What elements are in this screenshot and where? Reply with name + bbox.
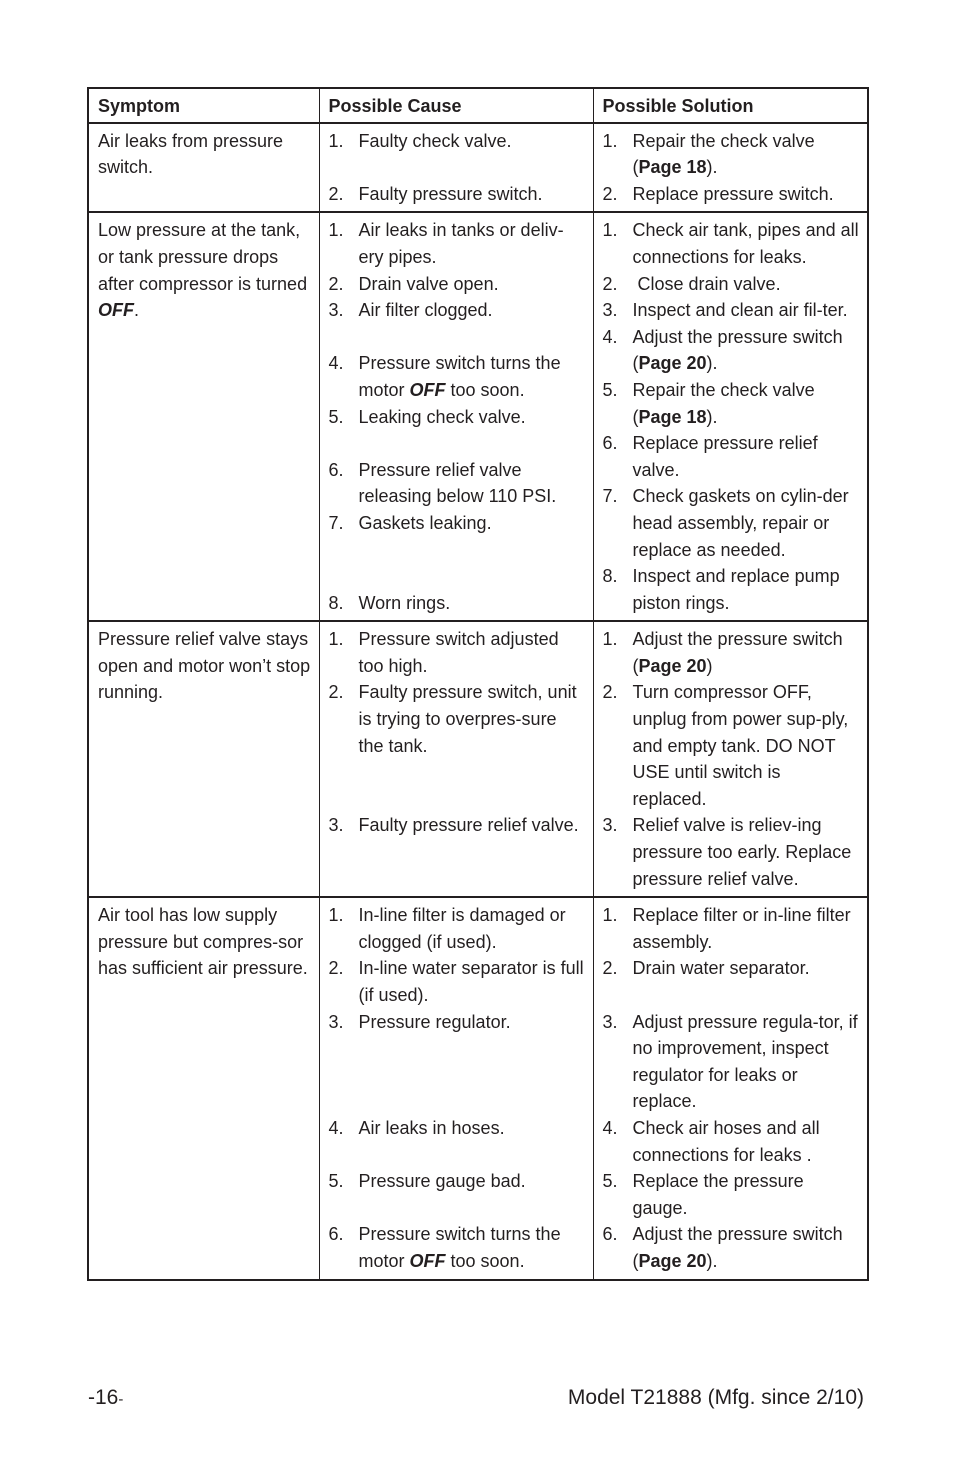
symptom-text: Air tool has low supply pressure but compres-sor has sufficient air pressure. [98,905,308,979]
item-number: 7. [602,486,618,507]
item-text: Pressure switch turns the motor OFF too soon. [358,1224,561,1271]
list-item [603,128,860,181]
troubleshooting-table-container [87,87,867,1281]
item-number: 2. [602,958,618,979]
list-item [329,404,585,431]
item-text: Adjust pressure regula-tor, if no improvement, inspect regulator for leaks or replace. [632,1011,858,1112]
item-text: Replace the pressure gauge. [632,1171,804,1218]
item-text: Pressure regulator. [358,1011,511,1032]
list-item [329,457,585,510]
item-number: 1. [602,220,618,241]
item-number: 4. [328,1117,344,1138]
item-number: 2. [328,273,344,294]
header-possible-solution: Possible Solution [593,88,868,123]
item-text: Relief valve is reliev-ing pressure too early. Replace pressure relief valve. [632,815,852,889]
item-text: Drain water separator. [632,958,810,979]
item-text: Faulty pressure switch. [358,183,543,204]
item-number: 3. [328,815,344,836]
item-number: 2. [328,958,344,979]
item-text: Repair the check valve (Page 18). [632,379,815,427]
symptom-text: Pressure relief valve stays open and motor won’t stop running. [98,629,311,703]
solution-cell [593,621,868,897]
solution-cell [593,123,868,213]
item-number: 1. [602,629,618,650]
item-text: Inspect and clean air fil-ter. [632,300,848,321]
cause-cell [319,897,593,1279]
item-number: 3. [328,300,344,321]
list-item [329,955,585,1008]
symptom-cell [88,123,319,213]
item-text: Pressure gauge bad. [358,1171,526,1192]
list-item [329,590,585,617]
item-number: 5. [602,1171,618,1192]
item-number: 4. [602,326,618,347]
list-item [329,181,585,208]
item-number: 2. [602,682,618,703]
list-item [329,1009,585,1036]
item-number: 1. [602,130,618,151]
list-item [603,377,860,430]
list-item [329,350,585,403]
list-item [603,181,860,208]
list-item [329,626,585,679]
list-item [603,483,860,563]
item-text: Adjust the pressure switch (Page 20). [632,1224,843,1271]
item-number: 1. [328,220,344,241]
list-item [603,324,860,377]
list-item [329,297,585,324]
item-number: 3. [602,1011,618,1032]
item-number: 6. [602,1224,618,1245]
list-item [603,679,860,812]
item-text: Close drain valve. [632,273,781,294]
item-number: 2. [602,273,618,294]
item-number: 4. [328,353,344,374]
item-text: Adjust the pressure switch (Page 20) [632,629,843,676]
list-item [329,1168,585,1195]
item-text: Adjust the pressure switch (Page 20). [632,326,843,374]
list-item [329,217,585,270]
list-item [329,128,585,155]
item-number: 1. [602,905,618,926]
item-text: Replace filter or in-line filter assembly. [632,905,851,952]
item-number: 2. [328,183,344,204]
item-text: Gaskets leaking. [358,512,492,533]
item-text: Check gaskets on cylin-der head assembly, repair or replace as needed. [632,486,849,560]
item-number: 1. [328,130,344,151]
item-text: Inspect and replace pump piston rings. [632,566,840,613]
table-row [88,621,868,897]
item-number: 4. [602,1117,618,1138]
item-text: Air leaks in hoses. [358,1117,505,1138]
troubleshooting-table [87,87,869,1281]
symptom-cell [88,897,319,1279]
model-label: Model T21888 (Mfg. since 2/10) [567,1386,864,1409]
item-number: 5. [328,1171,344,1192]
item-text: Pressure switch turns the motor OFF too soon. [358,353,561,400]
list-item [329,679,585,759]
item-text: Repair the check valve (Page 18). [632,130,815,178]
symptom-text: Low pressure at the tank, or tank pressure drops after compressor is turned OFF. [98,220,308,321]
table-header-row [88,88,868,123]
list-item [603,626,860,679]
solution-cell [593,212,868,621]
item-text: Air leaks in tanks or deliv-ery pipes. [358,220,564,267]
cause-cell [319,212,593,621]
item-text: Faulty check valve. [358,130,512,151]
item-text: Pressure relief valve releasing below 110 PSI. [358,459,557,507]
header-symptom: Symptom [88,88,319,123]
item-text: Faulty pressure relief valve. [358,815,579,836]
list-item [329,812,585,839]
symptom-cell [88,212,319,621]
list-item [603,563,860,616]
list-item [603,217,860,270]
item-text: Pressure switch adjusted too high. [358,629,559,676]
list-item [603,271,860,298]
list-item [603,812,860,892]
item-number: 8. [602,566,618,587]
list-item [603,1168,860,1221]
header-possible-cause: Possible Cause [319,88,593,123]
list-item [329,902,585,955]
item-number: 3. [602,300,618,321]
solution-cell [593,897,868,1279]
item-number: 6. [328,459,344,480]
item-number: 5. [328,406,344,427]
list-item [329,1221,585,1274]
table-row [88,123,868,213]
symptom-text: Air leaks from pressure switch. [98,130,284,178]
item-number: 7. [328,512,344,533]
list-item [603,955,860,982]
list-item [329,510,585,537]
item-number: 8. [328,592,344,613]
list-item [603,430,860,483]
list-item [603,902,860,955]
item-text: Worn rings. [358,592,451,613]
item-number: 5. [602,379,618,400]
item-number: 6. [328,1224,344,1245]
cause-cell [319,621,593,897]
item-text: Air filter clogged. [358,300,493,321]
item-text: Faulty pressure switch, unit is trying to overpres-sure the tank. [358,682,577,756]
item-number: 6. [602,433,618,454]
page-number: -16- [88,1386,124,1409]
item-number: 2. [602,183,618,204]
item-text: Drain valve open. [358,273,499,294]
list-item [329,271,585,298]
item-text: Leaking check valve. [358,406,526,427]
list-item [329,1115,585,1142]
symptom-cell [88,621,319,897]
cause-cell [319,123,593,213]
item-text: Check air hoses and all connections for leaks . [632,1117,820,1165]
item-number: 3. [602,815,618,836]
item-number: 1. [328,629,344,650]
item-number: 2. [328,682,344,703]
list-item [603,1115,860,1168]
list-item [603,297,860,324]
item-text: Replace pressure switch. [632,183,834,204]
list-item [603,1009,860,1115]
table-row [88,897,868,1279]
table-row [88,212,868,621]
item-text: In-line filter is damaged or clogged (if used). [358,905,566,952]
item-text: In-line water separator is full (if used). [358,958,584,1005]
list-item [603,1221,860,1274]
item-text: Turn compressor OFF, unplug from power sup-ply, and empty tank. DO NOT USE until switch is replaced. [632,682,849,809]
item-number: 3. [328,1011,344,1032]
item-number: 1. [328,905,344,926]
item-text: Check air tank, pipes and all connections for leaks. [632,220,859,267]
item-text: Replace pressure relief valve. [632,433,818,480]
